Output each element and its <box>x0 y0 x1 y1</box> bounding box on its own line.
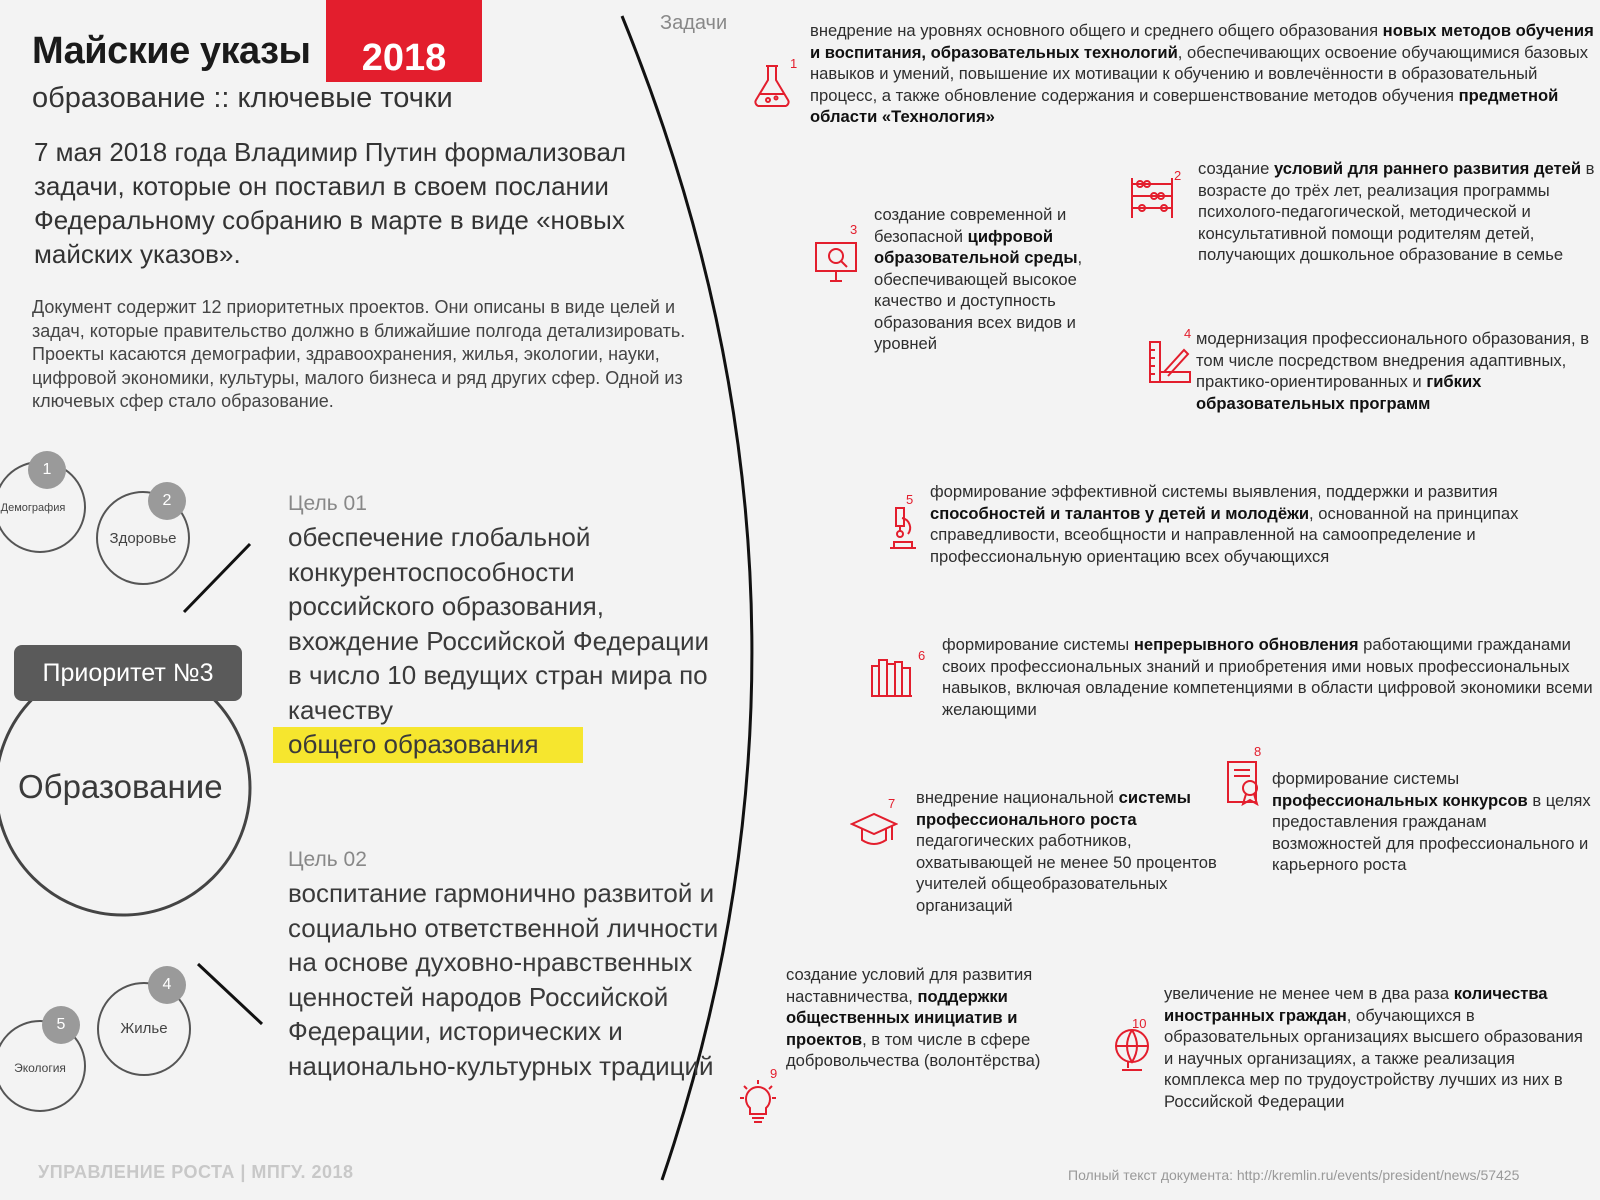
bubble-number: 2 <box>148 482 186 520</box>
bubble-label: Здоровье <box>109 530 177 547</box>
task-text-part: формирование системы <box>942 635 1134 654</box>
globe-icon <box>1108 1026 1156 1074</box>
task-text-10 <box>1164 983 1584 1112</box>
task-text-part: создание современной и безопасной <box>874 205 1067 246</box>
task-text-2 <box>1198 158 1600 266</box>
task-text-part: внедрение на уровнях основного общего и среднего общего образования <box>810 21 1383 40</box>
abacus-icon <box>1128 174 1176 222</box>
lead-paragraph: 7 мая 2018 года Владимир Путин формализовал задачи, которые он поставил в своем послании Федеральному собранию в марте в виде «новых майских указов». <box>34 137 627 269</box>
year-badge: 2018 <box>326 0 482 82</box>
task-number: 10 <box>1132 1016 1147 1031</box>
priority-badge: Приоритет №3 <box>14 645 242 701</box>
task-text-part: формирование эффективной системы выявления, поддержки и развития <box>930 482 1498 501</box>
task-text-part: , обеспечивающих освоение обучающимися базовых навыков и умений, повышение их мотивации к обучению и вовлечённости в образовательный процесс, а также обновление содержания и совершенствование методов обучения <box>810 42 1589 105</box>
bubble-number: 5 <box>42 1006 80 1044</box>
task-text-part: , обучающихся в образовательных организациях высшего образования и научных организациях, а также реализация комплекса мер по трудоустройству лучших из них в Российской Федерации <box>1164 1005 1583 1111</box>
bubble-label: Демография <box>0 502 66 514</box>
task-text-8 <box>1272 768 1600 876</box>
task-emphasis: цифровой образовательной среды <box>874 226 1078 267</box>
task-text-part: в целях предоставления гражданам возможностей для профессионального и карьерного роста <box>1272 790 1591 874</box>
task-text-part: , основанной на принципах справедливости, всеобщности и направленной на самоопределение и профессиональную ориентацию всех обучающихся <box>930 503 1519 566</box>
goal-text-main: обеспечение глобальной конкурентоспособности российского образования, вхождение Российской Федерации в число 10 ведущих стран мира по качеству <box>288 522 710 725</box>
goal-highlight: общего образования <box>273 727 583 763</box>
task-text-part: создание <box>1198 159 1274 178</box>
task-text-part: внедрение национальной <box>916 788 1119 807</box>
connector-goal-1 <box>184 544 250 612</box>
task-emphasis: непрерывного обновления <box>1133 635 1359 654</box>
task-emphasis: профессиональных конкурсов <box>1272 790 1528 810</box>
goal-label: Цель 01 <box>288 492 367 515</box>
task-text-part: формирование системы <box>1272 769 1460 788</box>
intro-paragraph: Документ содержит 12 приоритетных проектов. Они описаны в виде целей и задач, которые правительство должно в ближайшие полгода детализировать. Проекты касаются демографии, здравоохранения, жилья, экологии, науки, цифровой экономики, культуры, малого бизнеса и ряд других сфер. Одной из ключевых сфер стало образование. <box>32 297 686 411</box>
task-text-3 <box>874 204 1096 355</box>
task-text-part: создание условий для развития наставничества, <box>786 965 1033 1006</box>
page-subtitle: образование :: ключевые точки <box>32 82 453 114</box>
goal-text: воспитание гармонично развитой и социально ответственной личности на основе духовно-нравственных ценностей народов Российской Федерации, исторических и национально-культурных традиций <box>288 878 719 1081</box>
task-emphasis: условий для раннего развития детей <box>1273 159 1582 178</box>
task-number: 9 <box>770 1066 778 1081</box>
books-icon <box>868 652 916 700</box>
task-number: 5 <box>906 492 914 507</box>
task-number: 6 <box>918 648 926 663</box>
task-text-part: увеличение не менее чем в два раза <box>1164 984 1454 1003</box>
task-emphasis: новых методов обучения и воспитания, образовательных технологий <box>810 21 1594 62</box>
task-number: 4 <box>1184 326 1192 341</box>
footer-credit: УПРАВЛЕНИЕ РОСТА | МПГУ. 2018 <box>38 1162 354 1182</box>
goal-text <box>288 520 728 762</box>
task-text-part: в возрасте до трёх лет, реализация программы психолого-педагогической, методической и консультативной помощи родителям детей, получающих дошкольное образование в семье <box>1198 159 1595 264</box>
flask-icon <box>748 62 796 110</box>
task-emphasis: предметной области «Технология» <box>810 85 1559 126</box>
tasks-label: Задачи <box>660 12 728 34</box>
connector-goal-2 <box>198 964 262 1024</box>
task-text-part: модернизация профессионального образования, в том числе посредством внедрения адаптивных, практико-ориентированных и <box>1196 329 1590 391</box>
monitor-search-icon <box>812 237 860 285</box>
task-text-5 <box>930 481 1600 567</box>
ruler-pencil-icon <box>1146 338 1194 386</box>
task-emphasis: гибких образовательных программ <box>1196 372 1482 413</box>
bubble-number: 4 <box>148 966 186 1004</box>
task-text-9 <box>786 964 1064 1072</box>
source-link[interactable]: Полный текст документа: http://kremlin.ru/events/president/news/57425 <box>1068 1167 1520 1183</box>
bubble-label: Экология <box>14 1061 66 1075</box>
task-text-part: работающими гражданами своих профессиональных знаний и приобретения ими новых профессиональных навыков, включая овладение компетенциями в области цифровой экономики всеми желающими <box>942 635 1593 719</box>
task-emphasis: системы профессионального роста <box>916 788 1191 829</box>
task-number: 3 <box>850 222 858 237</box>
task-emphasis: способностей и талантов у детей и молодёжи <box>930 503 1310 523</box>
lightbulb-icon <box>734 1078 782 1126</box>
task-text-1 <box>810 20 1600 128</box>
task-number: 1 <box>790 56 798 71</box>
task-number: 7 <box>888 796 896 811</box>
task-emphasis: количества иностранных граждан <box>1164 984 1548 1025</box>
task-text-part: педагогических работников, охватывающей не менее 50 процентов учителей общеобразовательных организаций <box>916 831 1217 915</box>
task-number: 8 <box>1254 744 1262 759</box>
graduation-cap-icon <box>850 806 898 854</box>
task-text-7 <box>916 787 1236 916</box>
task-text-part: , в том числе в сфере добровольчества (волонтёрства) <box>786 1029 1041 1070</box>
microscope-icon <box>878 504 926 552</box>
task-text-4 <box>1196 328 1591 414</box>
page-title: Майские указы <box>32 30 311 72</box>
task-text-6 <box>942 634 1600 720</box>
task-number: 2 <box>1174 168 1182 183</box>
task-text-part: , обеспечивающей высокое качество и доступность образования всех видов и уровней <box>874 248 1083 353</box>
priority-name: Образование <box>18 768 223 805</box>
bubble-number: 1 <box>28 451 66 489</box>
bubble-label: Жилье <box>120 1020 168 1037</box>
task-emphasis: поддержки общественных инициатив и проектов <box>786 986 1018 1049</box>
goal-label: Цель 02 <box>288 848 367 871</box>
